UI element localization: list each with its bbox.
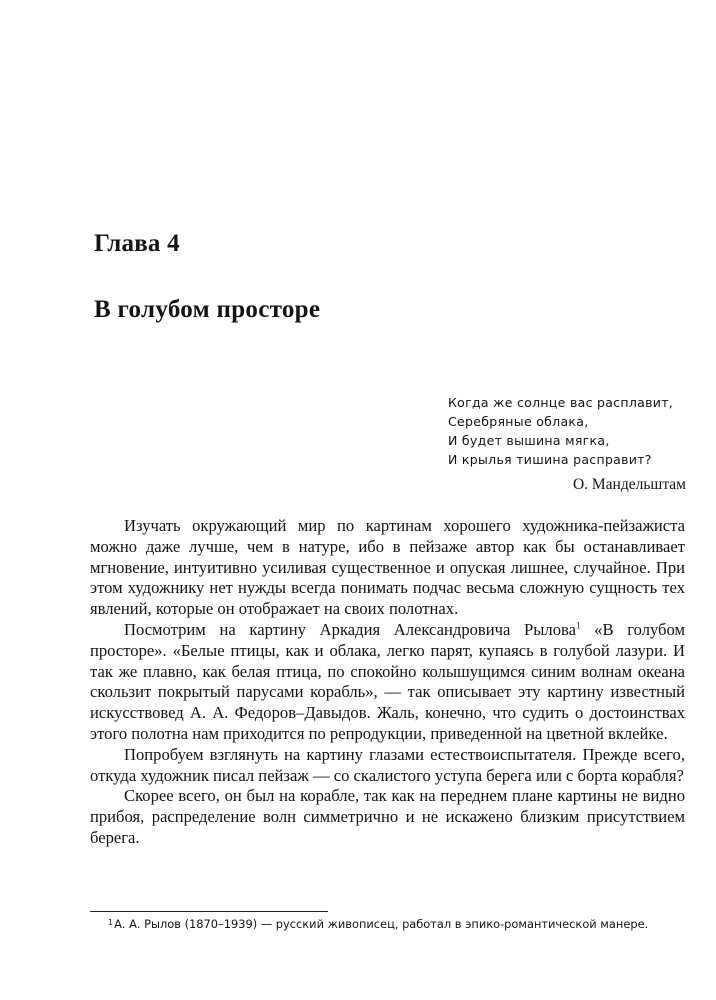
paragraph-text: Посмотрим на картину Аркадия Александровича Рылова [124, 619, 576, 639]
paragraph: Скорее всего, он был на корабле, так как на переднем плане картины не видно прибоя, распределение волн симметрично и не искажено близким присутствием берега. [90, 786, 685, 847]
epigraph-line: И крылья тишина расправит? [448, 452, 652, 467]
epigraph [448, 393, 708, 493]
epigraph-line: Когда же солнце вас расплавит, [448, 395, 674, 410]
body-text [90, 516, 685, 849]
epigraph-author: О. Мандельштам [572, 476, 686, 493]
epigraph-line: И будет вышина мягка, [448, 433, 610, 448]
footnote-reference[interactable]: 1 [575, 620, 581, 631]
chapter-title: В голубом просторе [94, 296, 321, 323]
footnote-divider [90, 911, 328, 912]
footnote [108, 917, 648, 931]
paragraph: Изучать окружающий мир по картинам хорошего художника-пейзажиста можно даже лучше, чем в натуре, ибо в пейзаже автор как бы останавливает мгновение, интуитивно усиливая существенное и опуская лишнее, случайное. При этом художнику нет нужды всегда понимать подчас весьма сложную сущность тех явлений, которые он отображает на своих полотнах. [90, 516, 685, 619]
epigraph-line: Серебряные облака, [448, 414, 589, 429]
paragraph-text: «В голубом просторе». «Белые птицы, как и облака, легко парят, купаясь в голубой лазури. И так же плавно, как белая птица, по спокойно колышущимся синим волнам океана скользит покрытый парусами корабль», — так описывает эту картину известный искусствовед А. А. Федоров–Давыдов. Жаль, конечно, что судить о достоинствах этого полотна нам приходится по репродукции, приведенной на цветной вклейке. [90, 619, 685, 743]
footnote-marker: 1 [108, 918, 114, 927]
footnote-text: А. А. Рылов (1870–1939) — русский живописец, работал в эпико-романтической манере. [114, 917, 649, 931]
paragraph: Попробуем взглянуть на картину глазами естествоиспытателя. Прежде всего, откуда художник писал пейзаж — со скалистого уступа берега или с борта корабля? [90, 744, 685, 785]
chapter-number: Глава 4 [94, 230, 180, 257]
paragraph [90, 620, 685, 745]
